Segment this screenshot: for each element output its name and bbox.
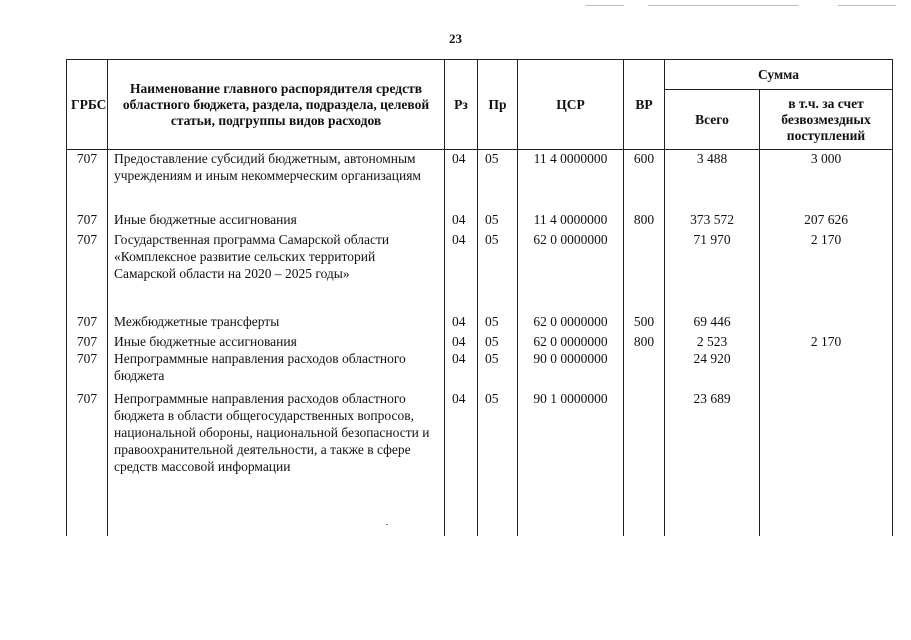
cell-vr: 500 (624, 313, 665, 333)
page-edge-rule (838, 5, 896, 6)
cell-name: Непрограммные направления расходов областного бюджета (108, 350, 445, 390)
cell-rz: 04 (445, 350, 478, 390)
cell-grbs: 707 (67, 150, 108, 211)
header-name: Наименование главного распорядителя средств областного бюджета, раздела, подраздела, целевой статьи, подгруппы видов расходов (108, 60, 445, 150)
cell-vr (624, 350, 665, 390)
header-pr: Пр (478, 60, 518, 150)
cell-grant: 3 000 (760, 150, 893, 211)
cell-total: 71 970 (665, 231, 760, 313)
cell-total: 69 446 (665, 313, 760, 333)
table-row (67, 231, 893, 313)
budget-table (66, 59, 893, 536)
cell-vr (624, 231, 665, 313)
cell-total: 24 920 (665, 350, 760, 390)
cell-name: Иные бюджетные ассигнования (108, 211, 445, 231)
cell-rz: 04 (445, 390, 478, 536)
cell-pr: 05 (478, 313, 518, 333)
header-csr: ЦСР (518, 60, 624, 150)
cell-csr: 62 0 0000000 (518, 231, 624, 313)
cell-rz: 04 (445, 333, 478, 350)
cell-rz: 04 (445, 211, 478, 231)
table-row (67, 333, 893, 350)
cell-pr: 05 (478, 231, 518, 313)
header-sum: Сумма (665, 60, 893, 90)
cell-vr (624, 390, 665, 536)
cell-rz: 04 (445, 231, 478, 313)
cell-vr: 800 (624, 333, 665, 350)
cell-csr: 90 1 0000000 (518, 390, 624, 536)
cell-total: 23 689 (665, 390, 760, 536)
header-total: Всего (665, 90, 760, 150)
cell-grant: 207 626 (760, 211, 893, 231)
header-grant: в т.ч. за счет безвозмездных поступлений (760, 90, 893, 150)
header-rz: Рз (445, 60, 478, 150)
cell-grant (760, 390, 893, 536)
header-grbs: ГРБС (67, 60, 108, 150)
cell-grant (760, 313, 893, 333)
cell-grbs: 707 (67, 211, 108, 231)
cell-name: Иные бюджетные ассигнования (108, 333, 445, 350)
page-number: 23 (449, 31, 462, 46)
header-vr: ВР (624, 60, 665, 150)
cell-rz: 04 (445, 150, 478, 211)
table-row (67, 313, 893, 333)
cell-pr: 05 (478, 211, 518, 231)
cell-name: Государственная программа Самарской области «Комплексное развитие сельских территорий Самарской области на 2020 – 2025 годы» (108, 231, 445, 313)
cell-grant: 2 170 (760, 231, 893, 313)
scan-speck (386, 524, 388, 525)
cell-pr: 05 (478, 390, 518, 536)
cell-grant: 2 170 (760, 333, 893, 350)
table-row (67, 150, 893, 211)
cell-grbs: 707 (67, 390, 108, 536)
page-edge-rule (648, 5, 798, 6)
cell-vr: 600 (624, 150, 665, 211)
cell-csr: 11 4 0000000 (518, 211, 624, 231)
page-edge-rule (586, 5, 624, 6)
cell-csr: 62 0 0000000 (518, 313, 624, 333)
table-row (67, 350, 893, 390)
cell-total: 2 523 (665, 333, 760, 350)
cell-grbs: 707 (67, 350, 108, 390)
cell-csr: 11 4 0000000 (518, 150, 624, 211)
table-row (67, 211, 893, 231)
cell-pr: 05 (478, 333, 518, 350)
cell-total: 373 572 (665, 211, 760, 231)
cell-grbs: 707 (67, 313, 108, 333)
cell-grbs: 707 (67, 333, 108, 350)
cell-vr: 800 (624, 211, 665, 231)
cell-csr: 90 0 0000000 (518, 350, 624, 390)
cell-name: Межбюджетные трансферты (108, 313, 445, 333)
cell-rz: 04 (445, 313, 478, 333)
cell-grant (760, 350, 893, 390)
cell-pr: 05 (478, 350, 518, 390)
cell-name: Непрограммные направления расходов областного бюджета в области общегосударственных вопросов, национальной обороны, национальной безопасности и правоохранительной деятельности, а также в сфере средств массовой информации (108, 390, 445, 536)
cell-total: 3 488 (665, 150, 760, 211)
cell-pr: 05 (478, 150, 518, 211)
table-row (67, 390, 893, 536)
cell-grbs: 707 (67, 231, 108, 313)
cell-csr: 62 0 0000000 (518, 333, 624, 350)
cell-name: Предоставление субсидий бюджетным, автономным учреждениям и иным некоммерческим организациям (108, 150, 445, 211)
